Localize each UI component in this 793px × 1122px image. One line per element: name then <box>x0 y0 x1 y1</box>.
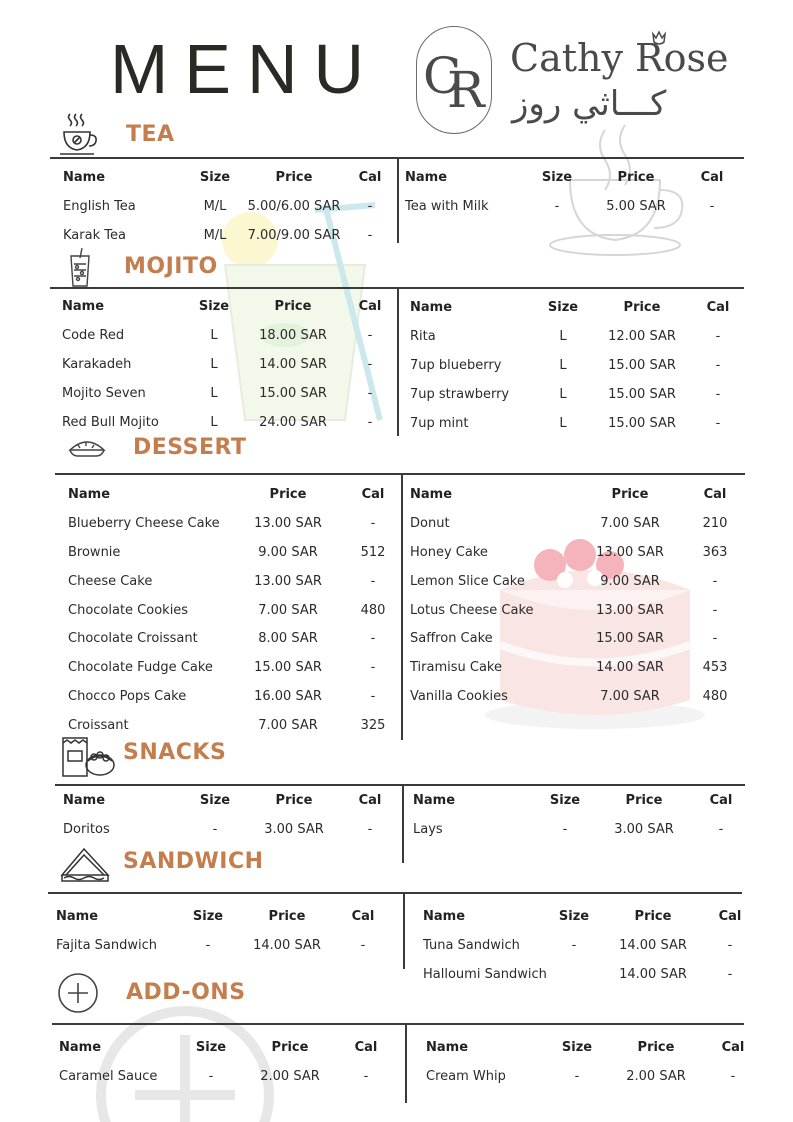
snacks-right-col-cal: Cal <box>709 793 733 808</box>
plus-circle-icon <box>57 972 99 1014</box>
sandwich-rule <box>48 892 742 894</box>
snacks-left-col-price: Price <box>275 793 313 808</box>
sandwich-left-col-price: Price <box>268 909 306 924</box>
item-cal: - <box>370 574 376 589</box>
item-name: Donut <box>410 516 450 531</box>
addons-title: ADD-ONS <box>126 980 246 1005</box>
item-cal: - <box>367 328 373 343</box>
sandwich-left-col-name: Name <box>56 909 99 924</box>
item-size: - <box>212 822 218 837</box>
item-cal: - <box>367 822 373 837</box>
dessert-left-col-price: Price <box>269 487 307 502</box>
sandwich-right-col-price: Price <box>634 909 672 924</box>
item-name: Code Red <box>62 328 125 343</box>
dessert-left-col-name: Name <box>68 487 111 502</box>
mojito-right-col-cal: Cal <box>706 300 730 315</box>
pie-icon <box>66 436 108 460</box>
item-name: Chocco Pops Cake <box>68 689 187 704</box>
item-cal: - <box>370 689 376 704</box>
tea-left-col-price: Price <box>275 170 313 185</box>
item-cal: - <box>360 938 366 953</box>
item-size: - <box>208 1069 214 1084</box>
item-size: L <box>210 386 218 401</box>
item-size: L <box>210 328 218 343</box>
item-price: 7.00 SAR <box>258 718 318 733</box>
dessert-right-col-price: Price <box>611 487 649 502</box>
item-price: 15.00 SAR <box>254 660 322 675</box>
item-name: Karakadeh <box>62 357 132 372</box>
item-cal: - <box>709 199 715 214</box>
item-price: 15.00 SAR <box>608 387 676 402</box>
item-cal: - <box>370 516 376 531</box>
item-name: Doritos <box>63 822 110 837</box>
item-price: 9.00 SAR <box>258 545 318 560</box>
dessert-title: DESSERT <box>133 435 247 460</box>
addons-divider <box>405 1024 407 1103</box>
item-size: - <box>205 938 211 953</box>
item-size: L <box>559 387 567 402</box>
item-price: 7.00 SAR <box>600 516 660 531</box>
item-price: 14.00 SAR <box>253 938 321 953</box>
item-name: 7up strawberry <box>410 387 510 402</box>
item-price: 7.00/9.00 SAR <box>247 228 341 243</box>
tea-title: TEA <box>126 122 175 147</box>
item-name: Vanilla Cookies <box>410 689 508 704</box>
sandwich-right-col-size: Size <box>558 909 590 924</box>
item-size: M/L <box>203 228 227 243</box>
item-name: Cheese Cake <box>68 574 153 589</box>
snacks-right-col-price: Price <box>625 793 663 808</box>
item-price: 5.00/6.00 SAR <box>247 199 341 214</box>
item-cal: 363 <box>702 545 728 560</box>
item-cal: - <box>712 574 718 589</box>
item-name: Chocolate Croissant <box>68 631 198 646</box>
tea-right-col-price: Price <box>617 170 655 185</box>
snacks-left-col-cal: Cal <box>358 793 382 808</box>
monogram-c: C <box>423 47 462 105</box>
dessert-rule <box>55 473 745 475</box>
item-price: 8.00 SAR <box>258 631 318 646</box>
cake-watermark <box>480 530 710 730</box>
item-size: L <box>559 358 567 373</box>
sandwich-left-col-cal: Cal <box>351 909 375 924</box>
item-name: Rita <box>410 329 436 344</box>
item-cal: 325 <box>360 718 386 733</box>
item-cal: - <box>715 358 721 373</box>
item-cal: - <box>730 1069 736 1084</box>
item-size: - <box>574 1069 580 1084</box>
brand-logo <box>416 26 729 136</box>
item-price: 18.00 SAR <box>259 328 327 343</box>
item-name: Lemon Slice Cake <box>410 574 525 589</box>
item-cal: - <box>370 631 376 646</box>
item-name: Fajita Sandwich <box>56 938 158 953</box>
snacks-title: SNACKS <box>123 740 227 765</box>
item-size: L <box>559 416 567 431</box>
tea-right-col-cal: Cal <box>700 170 724 185</box>
item-cal: - <box>370 660 376 675</box>
mojito-divider <box>397 288 399 436</box>
item-price: 15.00 SAR <box>596 631 664 646</box>
item-price: 2.00 SAR <box>626 1069 686 1084</box>
item-cal: - <box>712 603 718 618</box>
item-name: Tiramisu Cake <box>410 660 502 675</box>
item-name: Chocolate Cookies <box>68 603 189 618</box>
item-price: 7.00 SAR <box>258 603 318 618</box>
item-name: Lotus Cheese Cake <box>410 603 534 618</box>
item-price: 13.00 SAR <box>254 516 322 531</box>
item-price: 16.00 SAR <box>254 689 322 704</box>
item-size: - <box>571 938 577 953</box>
tea-left-col-size: Size <box>199 170 231 185</box>
mojito-left-col-cal: Cal <box>358 299 382 314</box>
item-size: - <box>554 199 560 214</box>
tea-divider <box>397 158 399 243</box>
item-price: 15.00 SAR <box>608 416 676 431</box>
item-name: Chocolate Fudge Cake <box>68 660 213 675</box>
item-name: Red Bull Mojito <box>62 415 159 430</box>
item-name: Halloumi Sandwich <box>423 967 547 982</box>
item-cal: - <box>715 387 721 402</box>
item-size: L <box>210 357 218 372</box>
sandwich-icon <box>58 845 112 887</box>
snacks-rule <box>55 784 745 786</box>
sandwich-left-col-size: Size <box>192 909 224 924</box>
item-cal: 480 <box>702 689 728 704</box>
item-price: 15.00 SAR <box>259 386 327 401</box>
addons-left-col-name: Name <box>59 1040 102 1055</box>
snacks-bag-icon <box>60 735 116 779</box>
addons-right-col-size: Size <box>561 1040 593 1055</box>
addons-left-col-size: Size <box>195 1040 227 1055</box>
item-cal: - <box>727 967 733 982</box>
mojito-title: MOJITO <box>124 254 218 279</box>
item-cal: - <box>712 631 718 646</box>
sandwich-title: SANDWICH <box>123 849 264 874</box>
tea-right-col-name: Name <box>405 170 448 185</box>
mojito-right-col-size: Size <box>547 300 579 315</box>
item-cal: - <box>727 938 733 953</box>
sandwich-divider <box>403 893 405 969</box>
mojito-left-col-name: Name <box>62 299 105 314</box>
item-cal: - <box>367 357 373 372</box>
addons-right-col-price: Price <box>637 1040 675 1055</box>
item-cal: 480 <box>360 603 386 618</box>
mojito-left-col-price: Price <box>274 299 312 314</box>
item-size: - <box>562 822 568 837</box>
item-cal: 210 <box>702 516 728 531</box>
item-name: Tea with Milk <box>405 199 489 214</box>
tea-right-col-size: Size <box>541 170 573 185</box>
item-cal: - <box>715 416 721 431</box>
addons-left-col-price: Price <box>271 1040 309 1055</box>
dessert-left-col-cal: Cal <box>361 487 385 502</box>
tulip-icon <box>650 30 668 48</box>
snacks-divider <box>402 785 404 863</box>
item-price: 3.00 SAR <box>264 822 324 837</box>
item-cal: 453 <box>702 660 728 675</box>
item-name: 7up blueberry <box>410 358 502 373</box>
item-price: 24.00 SAR <box>259 415 327 430</box>
item-cal: - <box>367 415 373 430</box>
tea-left-col-name: Name <box>63 170 106 185</box>
addons-rule <box>52 1023 744 1025</box>
mojito-right-col-name: Name <box>410 300 453 315</box>
item-cal: - <box>715 329 721 344</box>
item-size: L <box>559 329 567 344</box>
item-name: Brownie <box>68 545 121 560</box>
mojito-right-col-price: Price <box>623 300 661 315</box>
item-price: 15.00 SAR <box>608 358 676 373</box>
snacks-left-col-name: Name <box>63 793 106 808</box>
item-price: 13.00 SAR <box>596 545 664 560</box>
addons-right-col-name: Name <box>426 1040 469 1055</box>
item-name: Tuna Sandwich <box>423 938 520 953</box>
item-cal: - <box>367 386 373 401</box>
teacup-watermark <box>545 120 695 260</box>
item-price: 14.00 SAR <box>619 938 687 953</box>
item-price: 3.00 SAR <box>614 822 674 837</box>
item-price: 5.00 SAR <box>606 199 666 214</box>
item-name: Croissant <box>68 718 129 733</box>
item-name: Karak Tea <box>63 228 126 243</box>
item-price: 9.00 SAR <box>600 574 660 589</box>
item-name: Mojito Seven <box>62 386 146 401</box>
item-price: 14.00 SAR <box>619 967 687 982</box>
item-price: 12.00 SAR <box>608 329 676 344</box>
mojito-left-col-size: Size <box>198 299 230 314</box>
item-name: 7up mint <box>410 416 469 431</box>
item-price: 13.00 SAR <box>254 574 322 589</box>
item-price: 2.00 SAR <box>260 1069 320 1084</box>
item-cal: - <box>367 228 373 243</box>
dessert-divider <box>401 474 403 740</box>
snacks-left-col-size: Size <box>199 793 231 808</box>
monogram-badge <box>416 26 492 134</box>
item-cal: - <box>363 1069 369 1084</box>
sandwich-right-col-name: Name <box>423 909 466 924</box>
snacks-right-col-name: Name <box>413 793 456 808</box>
item-name: Caramel Sauce <box>59 1069 158 1084</box>
item-name: Saffron Cake <box>410 631 493 646</box>
item-name: Lays <box>413 822 443 837</box>
item-price: 14.00 SAR <box>596 660 664 675</box>
item-size: L <box>210 415 218 430</box>
item-name: Blueberry Cheese Cake <box>68 516 220 531</box>
brand-name: Cathy Rose <box>510 36 729 80</box>
item-price: 13.00 SAR <box>596 603 664 618</box>
item-price: 14.00 SAR <box>259 357 327 372</box>
item-name: Cream Whip <box>426 1069 506 1084</box>
menu-title: MENU <box>110 30 381 108</box>
tea-cup-icon <box>56 112 102 158</box>
tea-left-col-cal: Cal <box>358 170 382 185</box>
item-name: English Tea <box>63 199 136 214</box>
brand-arabic: كـــاثي روز <box>512 84 667 124</box>
item-price: 7.00 SAR <box>600 689 660 704</box>
item-name: Honey Cake <box>410 545 488 560</box>
addons-left-col-cal: Cal <box>354 1040 378 1055</box>
sandwich-right-col-cal: Cal <box>718 909 742 924</box>
monogram-r: R <box>447 61 485 119</box>
dessert-right-col-cal: Cal <box>703 487 727 502</box>
item-cal: - <box>367 199 373 214</box>
item-size: M/L <box>203 199 227 214</box>
addons-right-col-cal: Cal <box>721 1040 745 1055</box>
snacks-right-col-size: Size <box>549 793 581 808</box>
mojito-glass-icon <box>68 248 92 288</box>
item-cal: 512 <box>360 545 386 560</box>
item-cal: - <box>718 822 724 837</box>
dessert-right-col-name: Name <box>410 487 453 502</box>
